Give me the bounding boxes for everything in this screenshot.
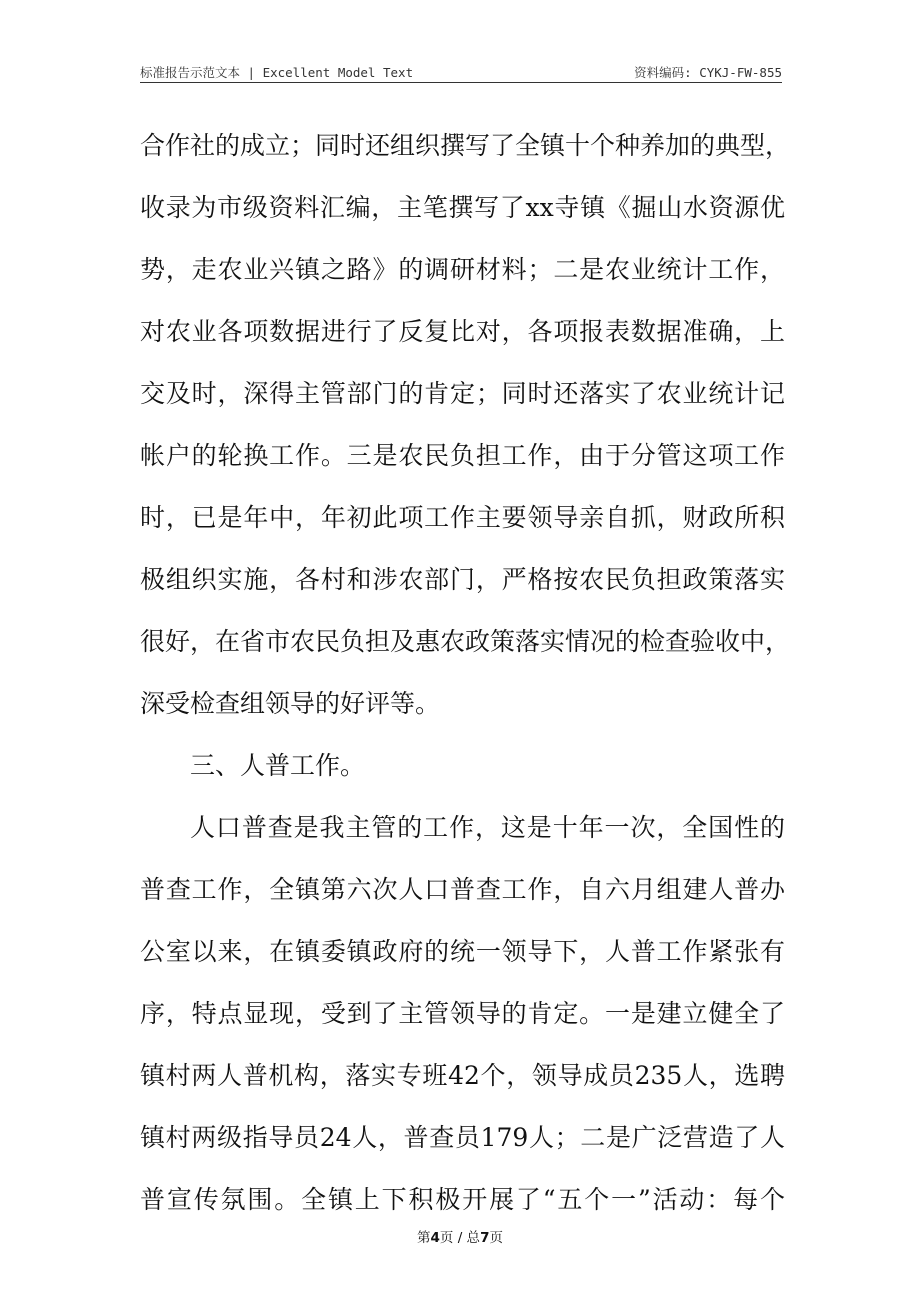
body-line: 交及时，深得主管部门的肯定；同时还落实了农业统计记: [140, 379, 785, 408]
body-line: 序，特点显现，受到了主管领导的肯定。一是建立健全了: [140, 999, 785, 1028]
paragraph-first-line: 人口普查是我主管的工作，这是十年一次，全国性的: [190, 813, 785, 842]
body-line: 对农业各项数据进行了反复比对，各项报表数据准确，上: [140, 317, 785, 346]
body-line: 很好，在省市农民负担及惠农政策落实情况的检查验收中，: [140, 627, 791, 656]
body-line: 镇村两级指导员24人，普查员179人；二是广泛营造了人: [140, 1123, 785, 1152]
page-suffix: 页: [489, 1230, 503, 1246]
page-number: [0, 1226, 920, 1246]
body-line: 公室以来，在镇委镇政府的统一领导下，人普工作紧张有: [140, 937, 785, 966]
document-body: [140, 121, 791, 1237]
body-line: 势，走农业兴镇之路》的调研材料；二是农业统计工作，: [140, 255, 785, 284]
body-line: 普查工作，全镇第六次人口普查工作，自六月组建人普办: [140, 875, 785, 904]
current-page: 4: [430, 1230, 440, 1246]
page-prefix: 第: [417, 1230, 431, 1246]
body-line: 时，已是年中，年初此项工作主要领导亲自抓，财政所积: [140, 503, 785, 532]
page-header: [140, 60, 782, 83]
body-line: 普宣传氛围。全镇上下积极开展了“五个一”活动：每个: [140, 1185, 785, 1214]
header-title: 标准报告示范文本 | Excellent Model Text: [140, 65, 414, 80]
body-line: 深受检查组领导的好评等。: [140, 689, 441, 718]
total-pages: 7: [480, 1230, 490, 1246]
body-line: 收录为市级资料汇编，主笔撰写了xx寺镇《掘山水资源优: [140, 193, 785, 222]
body-line: 合作社的成立；同时还组织撰写了全镇十个种养加的典型，: [140, 131, 791, 160]
body-line: 帐户的轮换工作。三是农民负担工作，由于分管这项工作: [140, 441, 785, 470]
body-line: 极组织实施，各村和涉农部门，严格按农民负担政策落实: [140, 565, 785, 594]
page-separator: 页 / 总: [439, 1230, 481, 1246]
body-line: 镇村两人普机构，落实专班42个，领导成员235人，选聘: [140, 1061, 785, 1090]
document-code: 资料编码: CYKJ-FW-855: [634, 65, 782, 80]
section-heading: 三、人普工作。: [190, 751, 366, 780]
